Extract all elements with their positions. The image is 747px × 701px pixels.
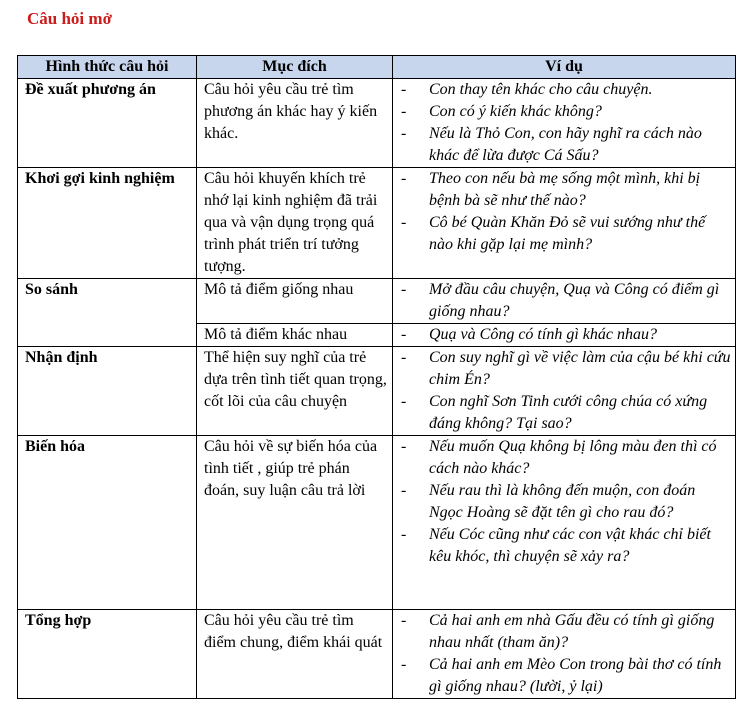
example-item: - Nếu rau thì là không đến muộn, con đoán Ngọc Hoàng sẽ đặt tên gì cho rau đó? — [397, 480, 731, 524]
purpose-cell: Câu hỏi khuyến khích trẻ nhớ lại kinh nghiệm đã trải qua và vận dụng trọng quá trình phát triển trí tưởng tượng. — [197, 168, 393, 279]
purpose-cell: Câu hỏi yêu cầu trẻ tìm điểm chung, điểm khái quát — [197, 610, 393, 699]
purpose-cell: Mô tả điểm giống nhau — [197, 279, 393, 324]
examples-list — [397, 347, 731, 435]
column-header-purpose: Mục đích — [197, 56, 393, 79]
table-header-row — [18, 56, 736, 79]
examples-list — [397, 436, 731, 568]
table-row — [18, 610, 736, 699]
column-header-type: Hình thức câu hỏi — [18, 56, 197, 79]
purpose-cell: Thể hiện suy nghĩ của trẻ dựa trên tình tiết quan trọng, cốt lõi của câu chuyện — [197, 347, 393, 436]
examples-cell — [393, 168, 736, 279]
table-row — [18, 168, 736, 279]
example-item: - Theo con nếu bà mẹ sống một mình, khi bị bệnh bà sẽ như thế nào? — [397, 168, 731, 212]
table-row — [18, 436, 736, 610]
example-item: - Mở đầu câu chuyện, Quạ và Công có điểm gì giống nhau? — [397, 279, 731, 323]
example-item: - Cả hai anh em nhà Gấu đều có tính gì giống nhau nhất (tham ăn)? — [397, 610, 731, 654]
question-type-cell: Biến hóa — [18, 436, 197, 610]
purpose-cell: Câu hỏi về sự biến hóa của tình tiết , giúp trẻ phán đoán, suy luận câu trả lời — [197, 436, 393, 610]
example-item: - Cả hai anh em Mèo Con trong bài thơ có tính gì giống nhau? (lười, ỷ lại) — [397, 654, 731, 698]
examples-cell — [393, 324, 736, 347]
table-row — [18, 79, 736, 168]
examples-cell — [393, 79, 736, 168]
examples-list — [397, 324, 731, 346]
column-header-examples: Ví dụ — [393, 56, 736, 79]
table-row — [18, 279, 736, 324]
example-item: - Quạ và Công có tính gì khác nhau? — [397, 324, 731, 346]
question-type-cell: Nhận định — [18, 347, 197, 436]
table-row — [18, 347, 736, 436]
examples-list — [397, 279, 731, 323]
question-type-cell: Đề xuất phương án — [18, 79, 197, 168]
example-item: - Nếu Cóc cũng như các con vật khác chỉ biết kêu khóc, thì chuyện sẽ xảy ra? — [397, 524, 731, 568]
examples-list — [397, 79, 731, 167]
example-item: - Con thay tên khác cho câu chuyện. — [397, 79, 731, 101]
question-types-table — [17, 55, 736, 699]
example-item: - Cô bé Quàn Khăn Đỏ sẽ vui sướng như thế nào khi gặp lại mẹ mình? — [397, 212, 731, 256]
examples-cell — [393, 610, 736, 699]
purpose-cell: Mô tả điểm khác nhau — [197, 324, 393, 347]
question-type-cell: So sánh — [18, 279, 197, 347]
examples-list — [397, 610, 731, 698]
example-item: - Con có ý kiến khác không? — [397, 101, 731, 123]
question-type-cell: Khơi gợi kinh nghiệm — [18, 168, 197, 279]
example-item: - Nếu là Thỏ Con, con hãy nghĩ ra cách nào khác để lừa được Cá Sấu? — [397, 123, 731, 167]
purpose-cell: Câu hỏi yêu cầu trẻ tìm phương án khác hay ý kiến khác. — [197, 79, 393, 168]
example-item: - Con suy nghĩ gì về việc làm của cậu bé khi cứu chim Én? — [397, 347, 731, 391]
question-type-cell: Tổng hợp — [18, 610, 197, 699]
examples-cell — [393, 279, 736, 324]
examples-list — [397, 168, 731, 256]
examples-cell — [393, 436, 736, 610]
examples-cell — [393, 347, 736, 436]
page-title: Câu hỏi mở — [27, 9, 112, 28]
example-item: - Nếu muốn Quạ không bị lông màu đen thì có cách nào khác? — [397, 436, 731, 480]
example-item: - Con nghĩ Sơn Tinh cưới công chúa có xứng đáng không? Tại sao? — [397, 391, 731, 435]
